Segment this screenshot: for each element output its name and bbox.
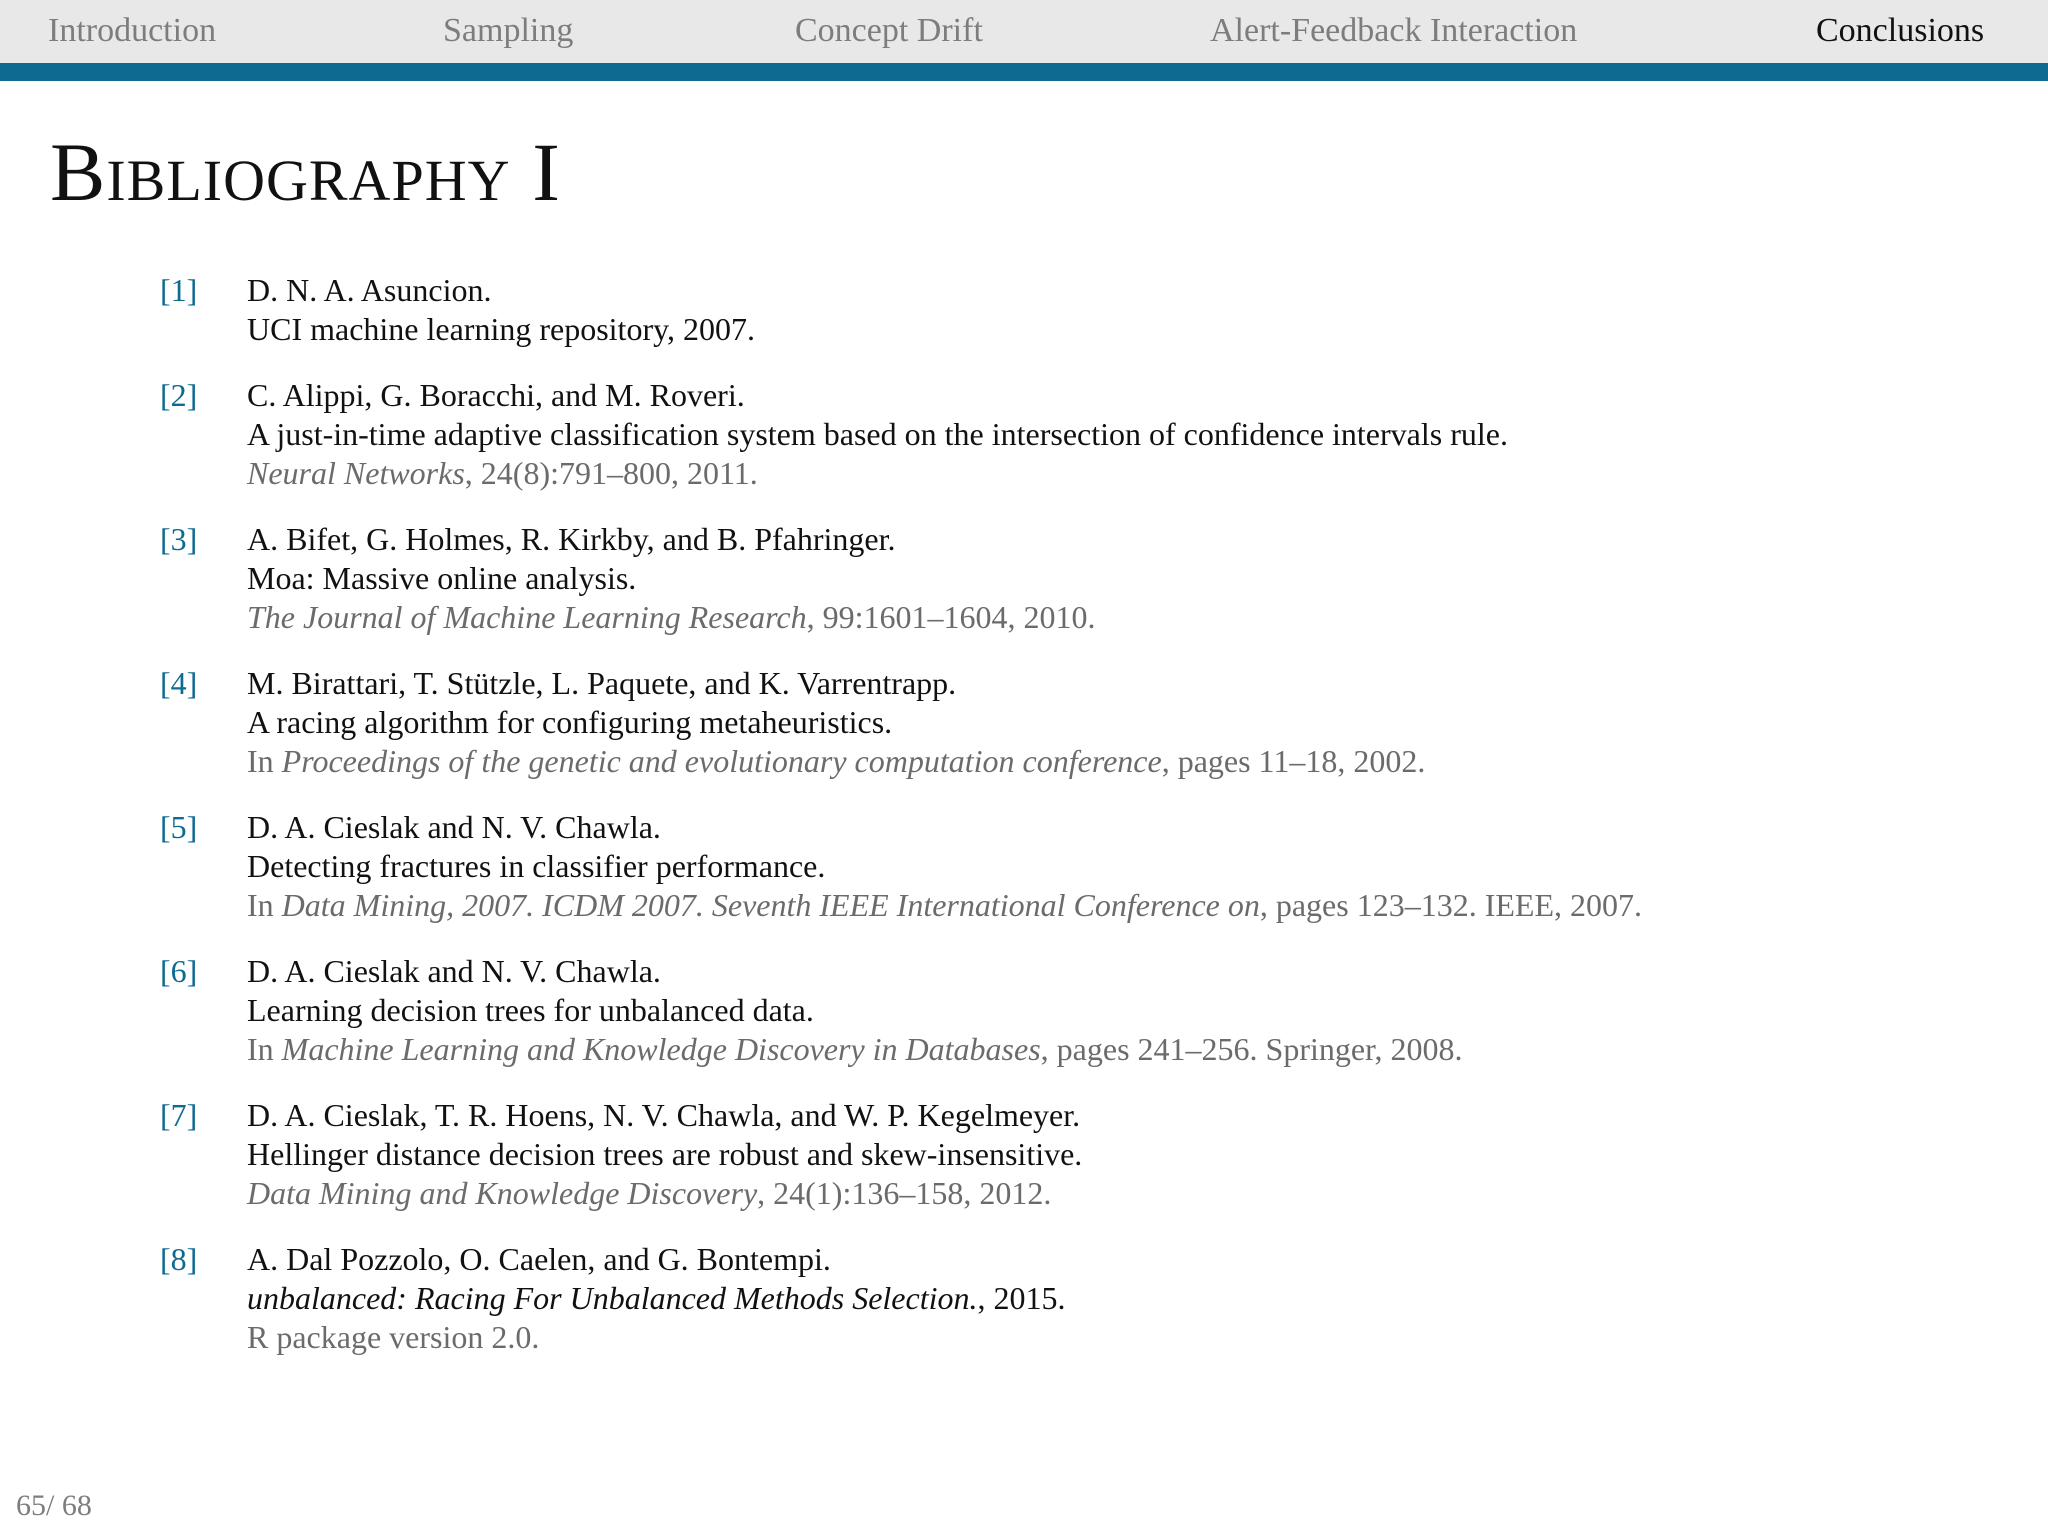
entry-venue — [247, 454, 758, 493]
venue-prefix: In — [247, 887, 282, 923]
nav-item-conclusions[interactable]: Conclusions — [1816, 12, 1985, 49]
entry-title: Hellinger distance decision trees are robust and skew-insensitive. — [247, 1136, 1083, 1172]
venue-name: Proceedings of the genetic and evolutionary computation conference — [281, 743, 1162, 779]
page-number: 65/ 68 — [16, 1489, 92, 1522]
entry-venue — [247, 1174, 1051, 1213]
nav-item-sampling[interactable]: Sampling — [443, 12, 574, 49]
entry-title: Moa: Massive online analysis. — [247, 560, 637, 596]
entry-title-suffix: , 2015. — [977, 1280, 1066, 1316]
citation-number[interactable]: [1] — [160, 272, 198, 308]
venue-details: , 99:1601–1604, 2010. — [806, 599, 1096, 635]
entry-venue — [247, 742, 1425, 781]
entry-authors: C. Alippi, G. Boracchi, and M. Roveri. — [247, 377, 745, 413]
entry-authors: D. A. Cieslak and N. V. Chawla. — [247, 809, 661, 845]
venue-name: The Journal of Machine Learning Research — [247, 599, 807, 635]
venue-name: Data Mining, 2007. ICDM 2007. Seventh IEEE International Conference on — [281, 887, 1260, 923]
venue-details: , pages 123–132. IEEE, 2007. — [1259, 887, 1642, 923]
entry-title: A racing algorithm for configuring metaheuristics. — [247, 704, 893, 740]
venue-prefix: In — [247, 743, 282, 779]
venue-name: Data Mining and Knowledge Discovery — [247, 1175, 758, 1211]
entry-venue — [247, 598, 1096, 637]
entry-title: A just-in-time adaptive classification system based on the intersection of confidence intervals rule. — [247, 416, 1508, 452]
venue-details: , pages 11–18, 2002. — [1161, 743, 1426, 779]
entry-authors: A. Bifet, G. Holmes, R. Kirkby, and B. Pfahringer. — [247, 521, 896, 557]
citation-number[interactable]: [8] — [160, 1241, 198, 1277]
venue-prefix: In — [247, 1031, 282, 1067]
citation-number[interactable]: [4] — [160, 665, 198, 701]
entry-note: R package version 2.0. — [247, 1319, 540, 1355]
entry-authors: D. A. Cieslak and N. V. Chawla. — [247, 953, 661, 989]
entry-title-italic: unbalanced: Racing For Unbalanced Methods Selection. — [247, 1280, 978, 1316]
nav-item-introduction[interactable]: Introduction — [48, 12, 217, 49]
venue-name: Machine Learning and Knowledge Discovery in Databases — [281, 1031, 1041, 1067]
entry-title: Learning decision trees for unbalanced data. — [247, 992, 814, 1028]
citation-number[interactable]: [2] — [160, 377, 198, 413]
nav-item-concept-drift[interactable]: Concept Drift — [795, 12, 983, 49]
page-title: Bibliography I — [50, 126, 561, 218]
citation-number[interactable]: [5] — [160, 809, 198, 845]
entry-venue — [247, 886, 1642, 925]
venue-name: Neural Networks — [247, 455, 465, 491]
citation-number[interactable]: [6] — [160, 953, 198, 989]
entry-title — [247, 1279, 1065, 1318]
nav-item-alert-feedback-interaction[interactable]: Alert-Feedback Interaction — [1210, 12, 1578, 49]
citation-number[interactable]: [7] — [160, 1097, 198, 1133]
entry-authors: D. A. Cieslak, T. R. Hoens, N. V. Chawla, and W. P. Kegelmeyer. — [247, 1097, 1081, 1133]
citation-number[interactable]: [3] — [160, 521, 198, 557]
entry-authors: M. Birattari, T. Stützle, L. Paquete, and K. Varrentrapp. — [247, 665, 957, 701]
entry-authors: D. N. A. Asuncion. — [247, 272, 492, 308]
entry-authors: A. Dal Pozzolo, O. Caelen, and G. Bontempi. — [247, 1241, 831, 1277]
venue-details: , pages 241–256. Springer, 2008. — [1040, 1031, 1463, 1067]
entry-venue — [247, 1030, 1462, 1069]
venue-details: , 24(1):136–158, 2012. — [757, 1175, 1052, 1211]
venue-details: , 24(8):791–800, 2011. — [464, 455, 758, 491]
entry-title: UCI machine learning repository, 2007. — [247, 311, 756, 347]
entry-title: Detecting fractures in classifier performance. — [247, 848, 826, 884]
